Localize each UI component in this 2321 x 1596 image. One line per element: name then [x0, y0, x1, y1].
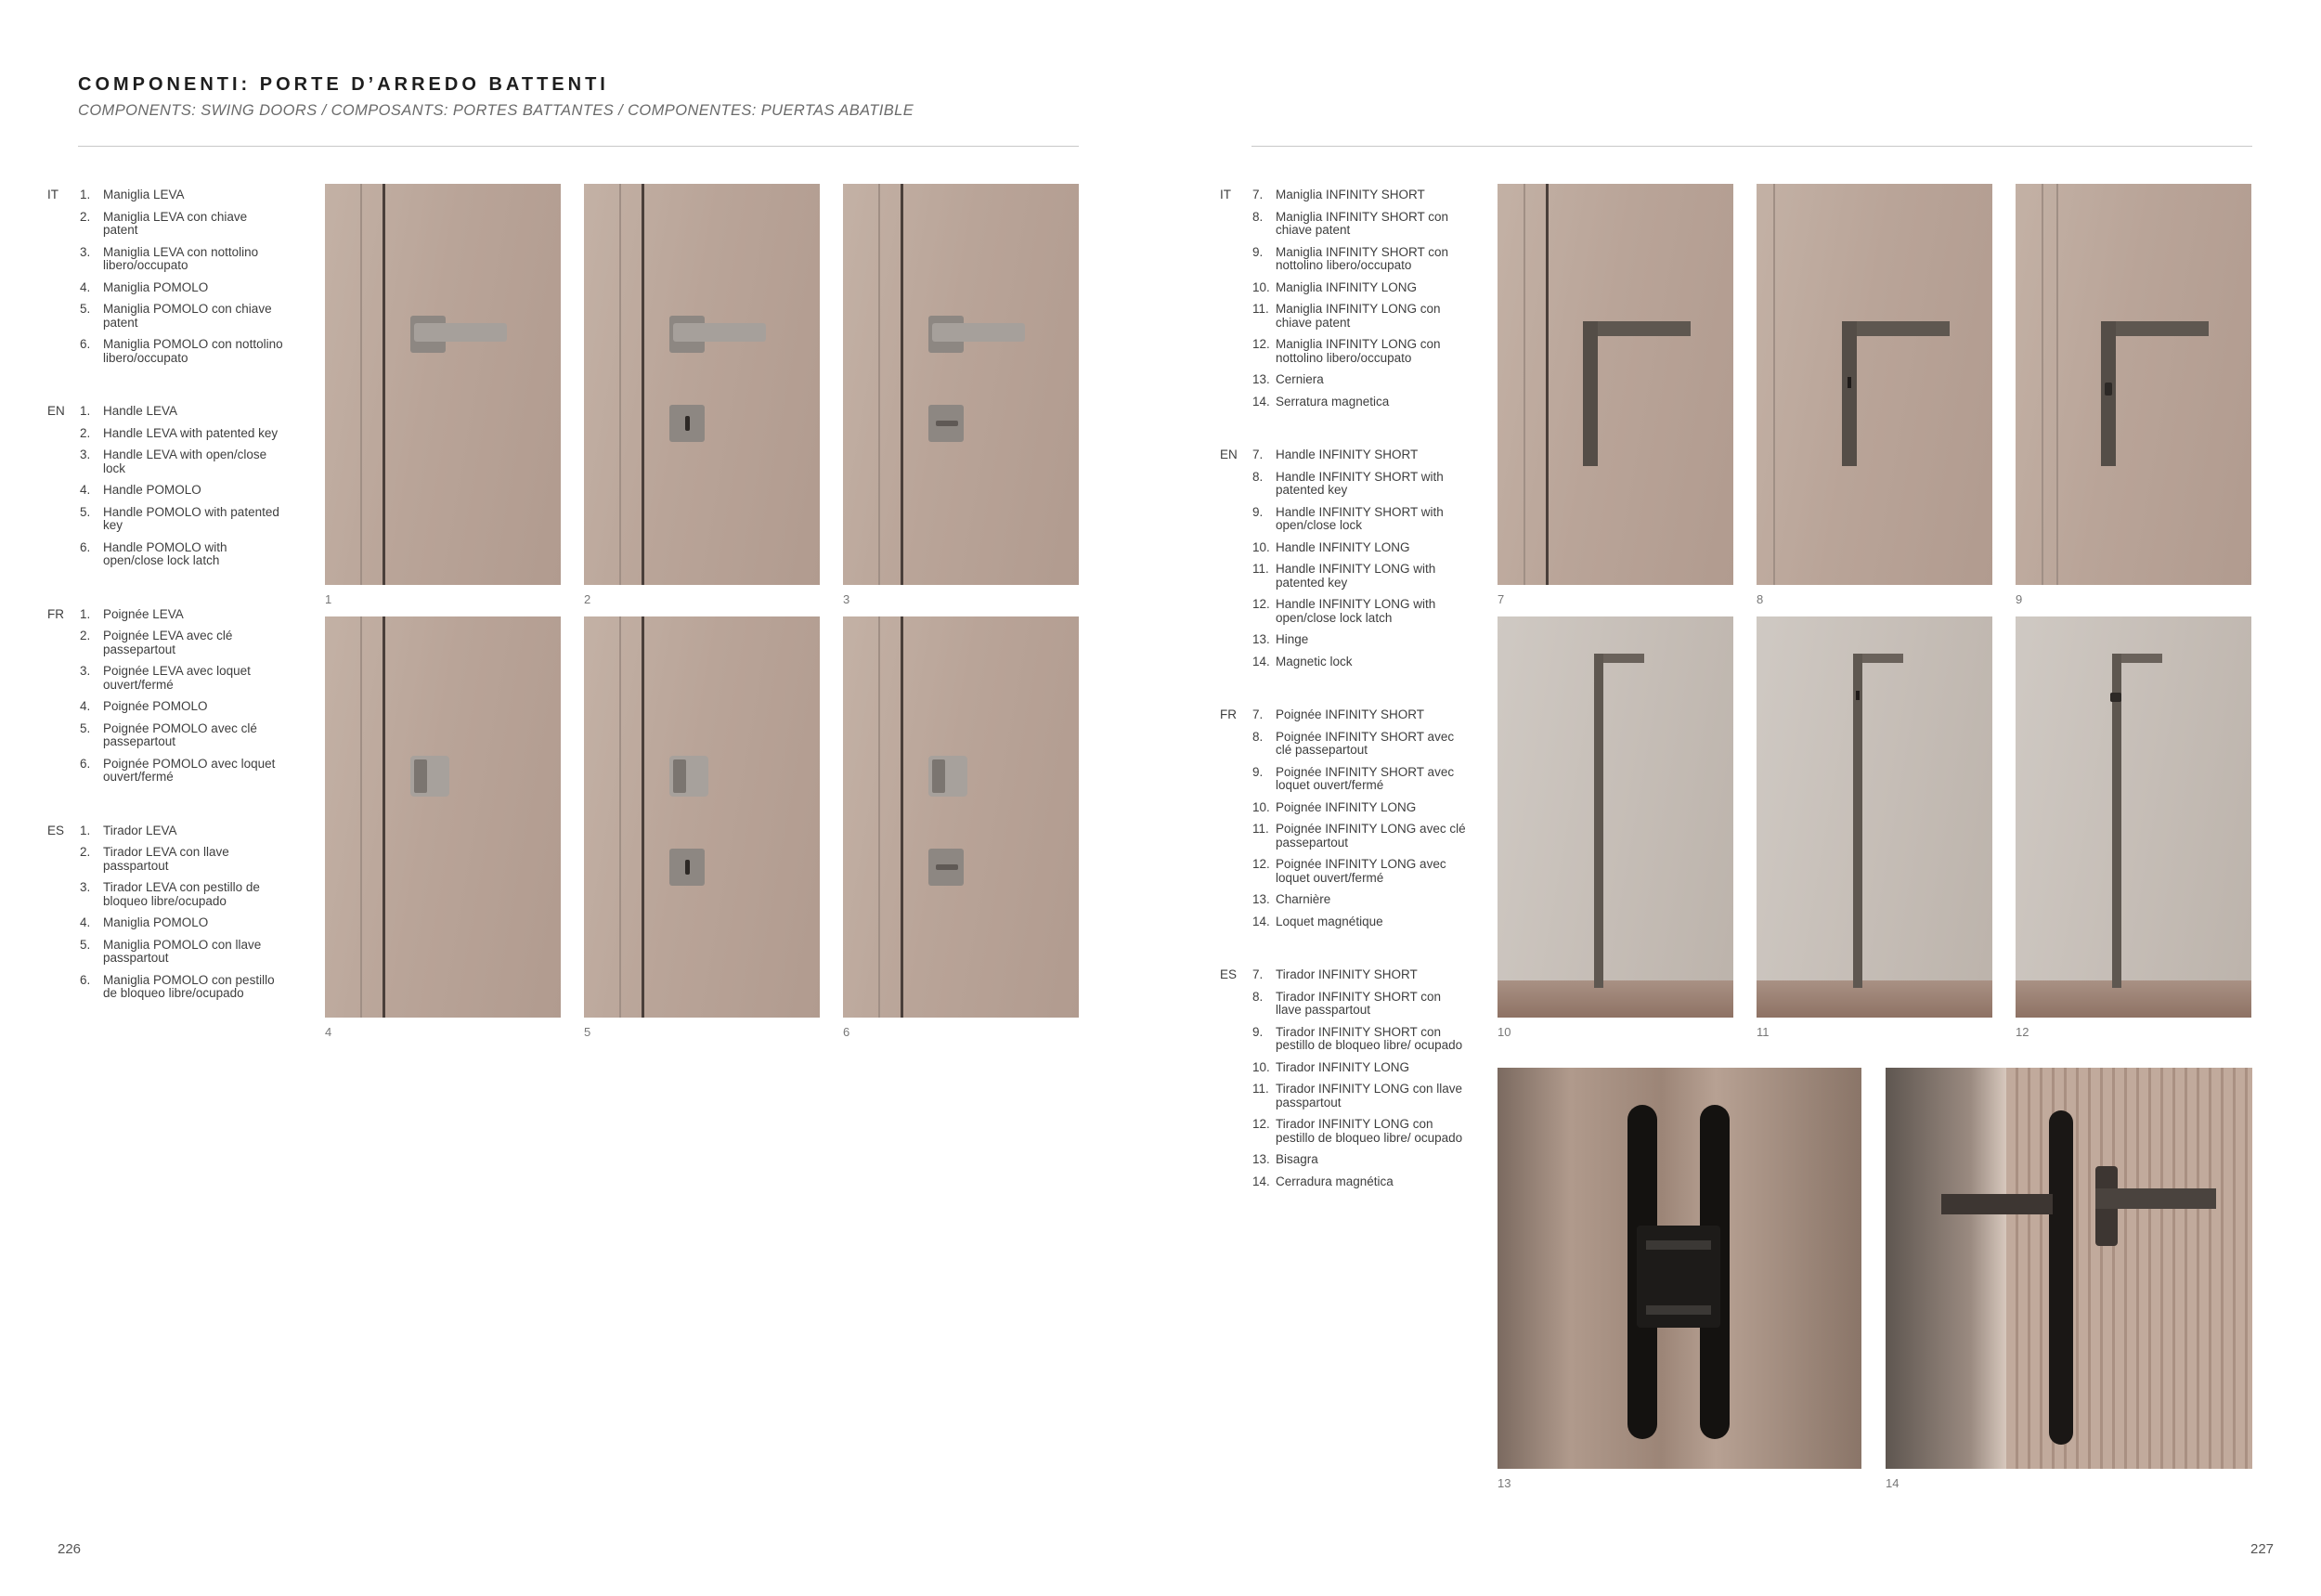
item-text: Tirador INFINITY LONG con pestillo de bloqueo libre/ ocupado: [1276, 1117, 1463, 1145]
legend-item: [1252, 991, 1466, 1018]
item-number: 3.: [80, 244, 91, 259]
legend-item: [80, 881, 284, 908]
item-number: 9.: [1252, 244, 1264, 259]
item-number: 5.: [80, 504, 91, 519]
photo-caption: 6: [843, 1025, 850, 1039]
legend-item: [1252, 246, 1466, 273]
legend-item: [1252, 1061, 1466, 1075]
item-text: Poignée POMOLO: [103, 699, 208, 713]
legend-item: [1252, 1083, 1466, 1109]
lang-code: ES: [1220, 967, 1238, 981]
item-number: 8.: [1252, 209, 1264, 224]
item-text: Charnière: [1276, 892, 1331, 906]
legend-item: [80, 211, 284, 238]
item-text: Maniglia POMOLO: [103, 279, 209, 294]
knob-handle-icon: [325, 616, 561, 1018]
legend-item: [80, 629, 284, 656]
item-number: 3.: [80, 880, 91, 894]
legend-item: [1252, 338, 1466, 365]
legend-item: [1252, 541, 1466, 555]
legend-right: [1220, 188, 1466, 1197]
product-photo-2: [584, 184, 820, 585]
legend-block-it: [47, 188, 284, 365]
item-text: Maniglia LEVA con nottolino libero/occupato: [103, 244, 259, 272]
item-number: 7.: [1252, 448, 1264, 461]
legend-item: [1252, 766, 1466, 793]
legend-item: [80, 541, 284, 568]
item-text: Handle LEVA with open/close lock: [103, 448, 267, 475]
item-number: 11.: [1252, 302, 1269, 316]
item-number: 9.: [1252, 764, 1264, 779]
photo-caption: 10: [1498, 1025, 1511, 1039]
item-number: 4.: [80, 915, 91, 929]
item-number: 14.: [1252, 394, 1270, 409]
item-text: Poignée INFINITY LONG avec clé passepartout: [1276, 822, 1466, 850]
item-text: Poignée INFINITY SHORT avec clé passepartout: [1276, 729, 1455, 757]
photo-caption: 9: [2016, 592, 2023, 606]
item-text: Handle INFINITY SHORT with patented key: [1276, 469, 1444, 497]
item-text: Poignée LEVA avec clé passepartout: [103, 629, 233, 656]
item-text: Tirador LEVA con llave passpartout: [103, 845, 229, 873]
product-photo-14: [1886, 1068, 2252, 1469]
hinge-icon: [1498, 1068, 1861, 1469]
legend-item: [1252, 858, 1466, 885]
product-photo-5: [584, 616, 820, 1018]
item-text: Handle POMOLO with open/close lock latch: [103, 539, 227, 567]
infinity-long-handle-with-key-icon: [1757, 616, 1992, 1018]
item-number: 7.: [1252, 188, 1264, 201]
legend-item: [1252, 373, 1466, 387]
legend-block-fr: [1220, 707, 1466, 928]
item-number: 4.: [80, 483, 91, 497]
item-text: Tirador LEVA: [103, 823, 177, 837]
lang-code: EN: [47, 404, 65, 418]
legend-block-en: [1220, 448, 1466, 668]
item-text: Maniglia LEVA con chiave patent: [103, 209, 248, 237]
legend-item: [80, 974, 284, 1001]
knob-handle-with-latch-icon: [843, 616, 1079, 1018]
legend-item: [1252, 915, 1466, 929]
legend-item: [1252, 281, 1466, 295]
item-text: Handle INFINITY LONG: [1276, 539, 1410, 554]
legend-item: [1252, 1175, 1466, 1189]
item-number: 7.: [1252, 967, 1264, 981]
product-photo-12: [2016, 616, 2251, 1018]
legend-item: [80, 303, 284, 330]
item-number: 10.: [1252, 799, 1270, 814]
legend-item: [1252, 823, 1466, 850]
item-text: Tirador INFINITY LONG: [1276, 1059, 1410, 1074]
item-number: 1.: [80, 823, 91, 837]
item-number: 2.: [80, 425, 91, 440]
item-number: 12.: [1252, 857, 1270, 871]
item-text: Poignée LEVA: [103, 606, 184, 621]
item-text: Poignée INFINITY SHORT avec loquet ouvert/fermé: [1276, 764, 1455, 792]
item-text: Maniglia POMOLO con llave passpartout: [103, 937, 262, 965]
item-text: Hinge: [1276, 632, 1309, 646]
infinity-long-handle-icon: [1498, 616, 1733, 1018]
lang-code: EN: [1220, 448, 1238, 461]
legend-item: [1252, 633, 1466, 647]
item-number: 2.: [80, 209, 91, 224]
item-text: Poignée POMOLO avec loquet ouvert/fermé: [103, 756, 276, 784]
item-text: Poignée INFINITY LONG: [1276, 799, 1417, 814]
legend-item: [80, 427, 284, 441]
legend-item: [1252, 655, 1466, 669]
item-number: 4.: [80, 699, 91, 713]
legend-block-en: [47, 404, 284, 568]
legend-item: [1252, 1118, 1466, 1145]
item-number: 11.: [1252, 562, 1269, 576]
photo-caption: 12: [2016, 1025, 2029, 1039]
item-number: 8.: [1252, 469, 1264, 484]
legend-block-it: [1220, 188, 1466, 409]
product-photo-13: [1498, 1068, 1861, 1469]
item-text: Handle POMOLO with patented key: [103, 504, 279, 532]
legend-item: [1252, 801, 1466, 815]
item-text: Maniglia INFINITY LONG con nottolino libero/occupato: [1276, 337, 1441, 365]
legend-item: [1252, 708, 1466, 722]
item-number: 10.: [1252, 1059, 1270, 1074]
item-number: 1.: [80, 404, 91, 418]
infinity-short-handle-with-key-icon: [1757, 184, 1992, 585]
item-number: 7.: [1252, 707, 1264, 721]
photo-caption: 13: [1498, 1476, 1511, 1490]
item-number: 4.: [80, 279, 91, 294]
legend-item: [80, 506, 284, 533]
item-number: 14.: [1252, 1174, 1270, 1188]
knob-handle-with-keyhole-icon: [584, 616, 820, 1018]
legend-item: [80, 188, 284, 202]
legend-item: [1252, 448, 1466, 462]
item-number: 9.: [1252, 1024, 1264, 1039]
product-photo-8: [1757, 184, 1992, 585]
legend-item: [80, 846, 284, 873]
item-number: 13.: [1252, 372, 1270, 386]
item-number: 3.: [80, 448, 91, 461]
item-number: 5.: [80, 302, 91, 316]
product-photo-7: [1498, 184, 1733, 585]
legend-item: [1252, 893, 1466, 907]
item-text: Maniglia POMOLO: [103, 915, 209, 929]
item-text: Poignée INFINITY SHORT: [1276, 707, 1425, 721]
item-number: 2.: [80, 845, 91, 859]
photo-caption: 7: [1498, 592, 1505, 606]
item-text: Handle INFINITY LONG with patented key: [1276, 562, 1436, 590]
legend-item: [1252, 506, 1466, 533]
item-text: Maniglia INFINITY LONG con chiave patent: [1276, 302, 1441, 330]
item-number: 1.: [80, 606, 91, 621]
item-text: Bisagra: [1276, 1152, 1318, 1166]
header-divider-left: [78, 146, 1079, 147]
lang-code: ES: [47, 823, 65, 837]
item-number: 2.: [80, 629, 91, 642]
legend-item: [1252, 563, 1466, 590]
product-photo-10: [1498, 616, 1733, 1018]
item-text: Poignée INFINITY LONG avec loquet ouvert/fermé: [1276, 857, 1446, 885]
item-number: 10.: [1252, 279, 1270, 294]
page-subtitle: COMPONENTS: SWING DOORS / COMPOSANTS: PORTES BATTANTES / COMPONENTES: PUERTAS ABATIBLE: [78, 102, 914, 119]
item-text: Maniglia INFINITY SHORT con nottolino libero/occupato: [1276, 244, 1449, 272]
legend-item: [80, 608, 284, 622]
legend-block-es: [1220, 967, 1466, 1188]
item-text: Tirador INFINITY LONG con llave passpartout: [1276, 1082, 1463, 1109]
photo-caption: 14: [1886, 1476, 1900, 1490]
legend-left: [47, 188, 284, 1009]
infinity-long-handle-with-latch-icon: [2016, 616, 2251, 1018]
item-number: 14.: [1252, 654, 1270, 668]
product-photo-3: [843, 184, 1079, 585]
product-photo-9: [2016, 184, 2251, 585]
lever-handle-icon: [325, 184, 561, 585]
item-text: Poignée POMOLO avec clé passepartout: [103, 720, 257, 748]
legend-item: [1252, 471, 1466, 498]
item-text: Maniglia INFINITY LONG: [1276, 279, 1418, 294]
legend-item: [1252, 211, 1466, 238]
legend-item: [80, 758, 284, 785]
item-number: 12.: [1252, 597, 1270, 611]
item-text: Loquet magnétique: [1276, 914, 1383, 928]
item-number: 13.: [1252, 632, 1270, 646]
legend-item: [80, 405, 284, 419]
item-number: 3.: [80, 664, 91, 678]
item-text: Maniglia INFINITY SHORT: [1276, 188, 1425, 201]
product-photo-1: [325, 184, 561, 585]
item-text: Handle INFINITY LONG with open/close lock latch: [1276, 597, 1436, 625]
item-number: 11.: [1252, 1082, 1269, 1096]
item-number: 6.: [80, 337, 91, 351]
item-text: Handle INFINITY SHORT with open/close lock: [1276, 504, 1444, 532]
legend-item: [80, 722, 284, 749]
item-number: 13.: [1252, 1152, 1270, 1166]
item-text: Serratura magnetica: [1276, 394, 1390, 409]
legend-item: [1252, 598, 1466, 625]
product-photo-4: [325, 616, 561, 1018]
product-photo-11: [1757, 616, 1992, 1018]
item-number: 8.: [1252, 989, 1264, 1004]
legend-item: [1252, 731, 1466, 758]
item-number: 13.: [1252, 892, 1270, 906]
item-number: 14.: [1252, 914, 1270, 928]
item-number: 6.: [80, 972, 91, 987]
legend-item: [1252, 1153, 1466, 1167]
page-title: COMPONENTI: PORTE D’ARREDO BATTENTI: [78, 74, 609, 95]
item-number: 11.: [1252, 822, 1269, 836]
legend-item: [80, 246, 284, 273]
header-divider-right: [1251, 146, 2252, 147]
item-text: Tirador INFINITY SHORT con llave passpartout: [1276, 989, 1442, 1017]
legend-item: [80, 824, 284, 838]
item-number: 8.: [1252, 729, 1264, 744]
item-number: 1.: [80, 188, 91, 201]
legend-item: [1252, 1026, 1466, 1053]
item-number: 6.: [80, 756, 91, 771]
lever-handle-with-latch-icon: [843, 184, 1079, 585]
magnetic-lock-icon: [1886, 1068, 2252, 1469]
legend-item: [80, 484, 284, 498]
legend-item: [1252, 303, 1466, 330]
photo-caption: 3: [843, 592, 850, 606]
item-number: 12.: [1252, 337, 1270, 351]
item-text: Maniglia INFINITY SHORT con chiave patent: [1276, 209, 1449, 237]
item-number: 5.: [80, 937, 91, 952]
item-text: Maniglia POMOLO con nottolino libero/occupato: [103, 337, 283, 365]
item-text: Maniglia POMOLO con pestillo de bloqueo libre/ocupado: [103, 972, 275, 1000]
item-text: Cerradura magnética: [1276, 1174, 1394, 1188]
infinity-short-handle-with-latch-icon: [2016, 184, 2251, 585]
photo-caption: 2: [584, 592, 591, 606]
item-number: 12.: [1252, 1117, 1270, 1131]
item-text: Maniglia LEVA: [103, 188, 185, 201]
product-photo-6: [843, 616, 1079, 1018]
legend-item: [1252, 188, 1466, 202]
item-text: Tirador INFINITY SHORT: [1276, 967, 1418, 981]
item-text: Handle LEVA: [103, 404, 178, 418]
item-text: Handle LEVA with patented key: [103, 425, 279, 440]
lang-code: IT: [47, 188, 58, 201]
item-number: 9.: [1252, 504, 1264, 519]
legend-item: [80, 700, 284, 714]
legend-item: [1252, 968, 1466, 982]
legend-item: [80, 281, 284, 295]
legend-item: [80, 665, 284, 692]
item-text: Tirador INFINITY SHORT con pestillo de bloqueo libre/ ocupado: [1276, 1024, 1463, 1052]
photo-caption: 5: [584, 1025, 591, 1039]
page-number-left: 226: [58, 1541, 82, 1557]
legend-block-es: [47, 823, 284, 1001]
photo-caption: 11: [1757, 1025, 1770, 1039]
legend-item: [80, 916, 284, 930]
legend-item: [1252, 396, 1466, 409]
item-text: Handle INFINITY SHORT: [1276, 448, 1419, 461]
infinity-short-handle-icon: [1498, 184, 1733, 585]
item-text: Maniglia POMOLO con chiave patent: [103, 302, 272, 330]
legend-item: [80, 448, 284, 475]
page-number-right: 227: [2250, 1541, 2275, 1557]
item-text: Magnetic lock: [1276, 654, 1353, 668]
item-number: 6.: [80, 539, 91, 554]
legend-item: [80, 939, 284, 966]
item-text: Cerniera: [1276, 372, 1324, 386]
item-text: Handle POMOLO: [103, 483, 201, 497]
lang-code: IT: [1220, 188, 1231, 201]
item-number: 10.: [1252, 539, 1270, 554]
legend-item: [80, 338, 284, 365]
lang-code: FR: [47, 606, 64, 621]
lever-handle-with-keyhole-icon: [584, 184, 820, 585]
photo-caption: 1: [325, 592, 332, 606]
lang-code: FR: [1220, 707, 1237, 721]
item-text: Tirador LEVA con pestillo de bloqueo libre/ocupado: [103, 880, 260, 908]
item-text: Poignée LEVA avec loquet ouvert/fermé: [103, 664, 251, 692]
photo-caption: 8: [1757, 592, 1764, 606]
item-number: 5.: [80, 720, 91, 735]
photo-caption: 4: [325, 1025, 332, 1039]
legend-block-fr: [47, 606, 284, 785]
